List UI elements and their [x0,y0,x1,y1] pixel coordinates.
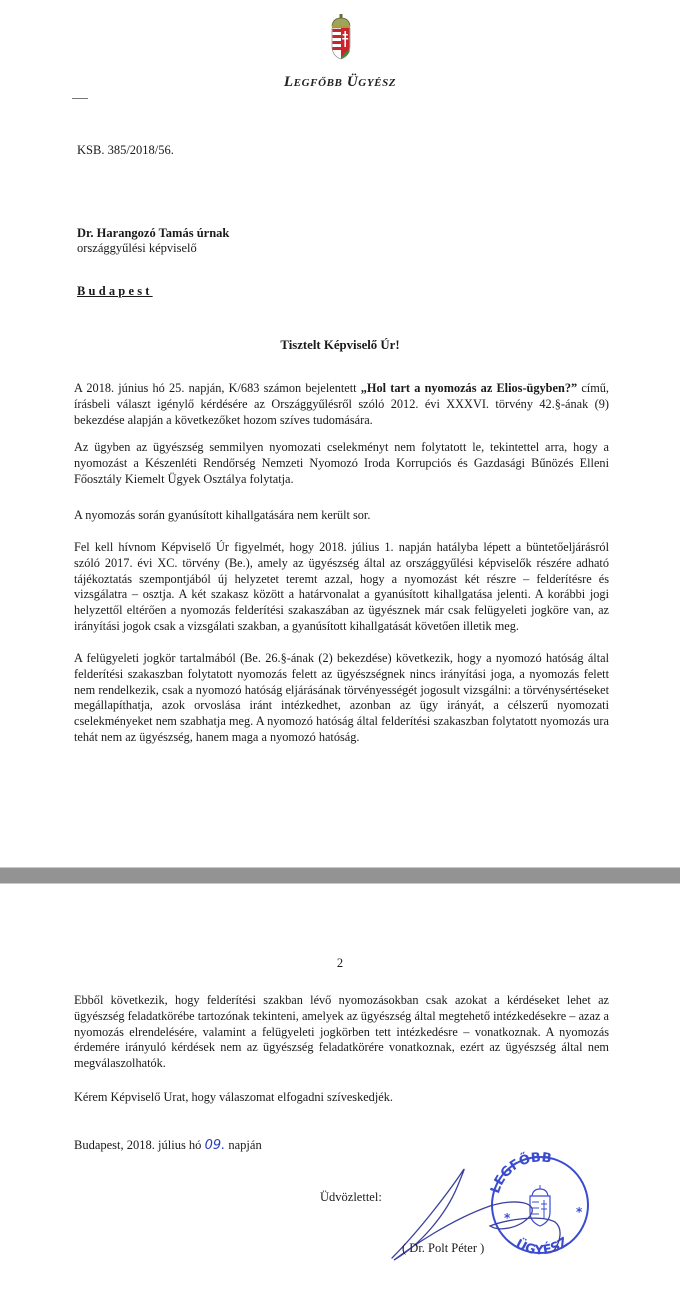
intro-text-after: című, írásbeli választ igénylő kérdésére az Országgyűlésről szóló 2012. évi XXXVI. törvény 42.§-ának (9) bekezdése alapján a következőket hozom szíves tudomására. [74,381,609,427]
official-stamp-icon [488,1150,588,1258]
stamp-bottom-text: ÜGYÉSZ [512,1234,572,1259]
svg-text:ÜGYÉSZ [513,1235,572,1259]
svg-text:LEGFŐBB [488,1150,552,1195]
stamp-top-text: LEGFŐBB [488,1150,553,1196]
svg-text:*: * [576,1205,583,1219]
paragraph: Ebből következik, hogy felderítési szakban lévő nyomozásokban csak azokat a kérdéseket lehet az ügyészség feladatkörébe tartozónak tekinteni, amelyek az ügyészség által megtehető intézkedésekre – azaz a nyomozás elrendelésére, valamint a felügyeleti jogkörben tett intézkedésre – vonatkoznak. A nyomozás érdemére irányuló kérdések nem az ügyészség feladatkörére vonatkoznak, ezért az ügyészség által nem megválaszolhatók. [74,993,609,1071]
date-line [74,1138,262,1153]
handwritten-day: 09. [204,1138,226,1153]
svg-text:*: * [504,1211,511,1225]
intro-text-before: A 2018. június hó 25. napján, K/683 számon bejelentett [74,381,361,395]
paragraph: A nyomozás során gyanúsított kihallgatására nem került sor. [74,508,371,522]
page-number: 2 [336,956,344,970]
paragraph: Fel kell hívnom Képviselő Úr figyelmét, hogy 2018. július 1. napján hatályba lépett a büntetőeljárásról szóló 2017. évi XC. törvény (Be.), amely az ügyészség által az országgyűlési képviselők részére adható tájékoztatás szempontjából új helyzetet teremt azzal, hogy a nyomozást két részre – felderítésre és vizsgálatra – osztja. A két szakasz között a határvonalat a gyanúsított kihallgatása jelenti. A korábbi jogi helyzettől eltérően a nyomozás felderítési szakaszában az ügyésznek már csak felügyeleti jogköre van, az irányítási jogok csak a vizsgálati szakban, a gyanúsított kihallgatását követően illetik meg. [74,540,609,633]
paragraph-intro [74,381,609,428]
paragraph: A felügyeleti jogkör tartalmából (Be. 26.§-ának (2) bekezdése) következik, hogy a nyomozó hatóság által felderítési szakaszban folytatott nyomozás felett az ügyészségnek nincs irányítási joga, a nyomozás felett nem rendelkezik, csak a nyomozó hatóság eljárásának törvényességét jogosult vizsgálni: a törvénysértéseket megállapíthatja, azok orvoslása iránt intézkedhet, azonban az ügy irányát, a célszerű nyomozati cselekményeket nem szabhatja meg. A nyomozó hatóság által felderítési szakaszban folytatott nyomozás ura tehát nem az ügyészség, hanem maga a nyomozó hatóság. [74,651,609,744]
paragraph: Az ügyben az ügyészség semmilyen nyomozati cselekményt nem folytatott le, tekintettel arra, hogy a nyomozást a Készenléti Rendőrség Nemzeti Nyomozó Iroda Korrupciós és Gazdasági Bűnözés Elleni Főosztály Kiemelt Ügyek Osztálya folytatja. [74,440,609,486]
signature-and-stamp [380,1140,610,1290]
addressee-name: Dr. Harangozó Tamás úrnak [77,226,230,240]
organization-name: Legfőbb Ügyész [283,74,397,90]
addressee-role: országgyűlési képviselő [77,241,197,255]
question-title: „Hol tart a nyomozás az Elios-ügyben?” [360,381,578,395]
signer-name: ( Dr. Polt Péter ) [402,1241,485,1255]
salutation: Tisztelt Képviselő Úr! [280,338,400,352]
scan-mark [72,98,88,99]
addressee-city: Budapest [77,284,153,298]
closing-greeting: Üdvözlettel: [320,1190,382,1204]
date-suffix: napján [225,1138,262,1152]
date-prefix: Budapest, 2018. július hó [74,1138,205,1152]
hungarian-coat-of-arms-icon [329,14,353,66]
page-separator [0,867,680,884]
paragraph-closing-request: Kérem Képviselő Urat, hogy válaszomat elfogadni szíveskedjék. [74,1090,393,1104]
reference-number: KSB. 385/2018/56. [77,143,174,157]
